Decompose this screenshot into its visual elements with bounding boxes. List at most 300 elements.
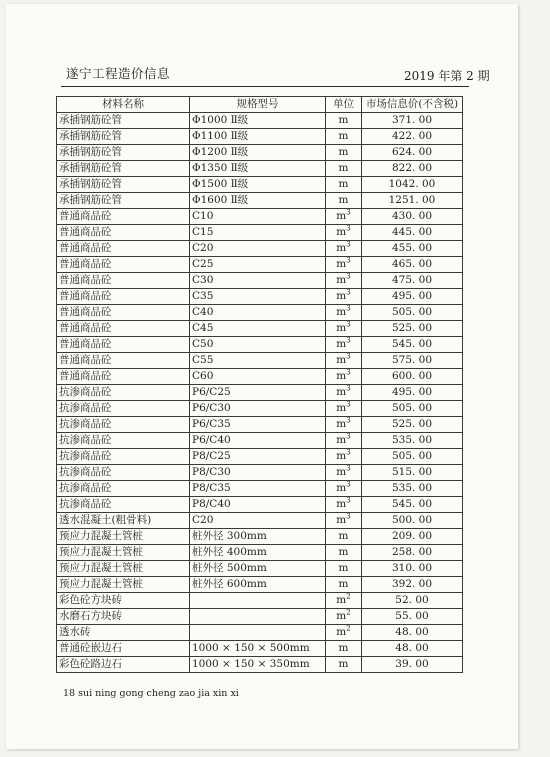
material-name-cell-text: 普通商品砼: [59, 322, 112, 334]
table-row: [57, 305, 463, 321]
table-row: [57, 113, 463, 129]
table-row: [57, 161, 463, 177]
material-name-cell-text: 普通商品砼: [59, 274, 112, 286]
material-name-cell: [57, 529, 190, 545]
price-cell: [362, 449, 463, 465]
unit-cell: [326, 129, 362, 145]
price-cell: [362, 113, 463, 129]
table-row: [57, 417, 463, 433]
unit-cell: [326, 513, 362, 529]
unit-cell-text: m: [336, 354, 347, 366]
material-name-cell: [57, 545, 190, 561]
spec-cell-text: C50: [192, 338, 214, 350]
table-row: [57, 337, 463, 353]
table-row: [57, 401, 463, 417]
table-row: [57, 241, 463, 257]
unit-cell-text: m: [336, 290, 347, 302]
material-name-cell: [57, 161, 190, 177]
table-row: [57, 593, 463, 609]
unit-exponent: 3: [346, 480, 351, 489]
price-cell-text: 575. 00: [391, 354, 433, 366]
unit-cell: [326, 577, 362, 593]
material-name-cell-text: 普通商品砼: [59, 290, 112, 302]
header-divider: [61, 86, 469, 87]
table-row: [57, 529, 463, 545]
unit-cell: [326, 465, 362, 481]
price-cell: [362, 657, 463, 673]
spec-cell: [190, 449, 326, 465]
unit-exponent: 3: [346, 224, 351, 233]
material-name-cell-text: 水磨石方块砖: [59, 610, 122, 622]
unit-exponent: 3: [346, 496, 351, 505]
material-name-cell: [57, 289, 190, 305]
unit-cell-text: m: [336, 418, 347, 430]
material-name-cell: [57, 321, 190, 337]
price-cell-text: 455. 00: [391, 242, 433, 254]
spec-cell: [190, 401, 326, 417]
unit-cell-text: m: [336, 370, 347, 382]
unit-cell-text: m: [338, 146, 349, 158]
material-name-cell-text: 抗渗商品砼: [59, 402, 112, 414]
price-cell-text: 371. 00: [391, 114, 433, 126]
material-name-cell-text: 预应力混凝土管桩: [59, 546, 143, 558]
table-row: [57, 257, 463, 273]
unit-cell: [326, 529, 362, 545]
price-cell-text: 505. 00: [391, 306, 433, 318]
unit-cell: [326, 177, 362, 193]
spec-cell: [190, 529, 326, 545]
unit-exponent: 3: [346, 448, 351, 457]
table-row: [57, 369, 463, 385]
price-cell-text: 475. 00: [391, 274, 433, 286]
spec-cell: [190, 225, 326, 241]
price-cell-text: 310. 00: [391, 562, 433, 574]
table-row: [57, 481, 463, 497]
table-header-row: [57, 97, 463, 113]
spec-cell-text: P8/C40: [192, 498, 231, 510]
spec-cell: [190, 145, 326, 161]
material-name-cell-text: 抗渗商品砼: [59, 482, 112, 494]
material-name-cell-text: 普通商品砼: [59, 210, 112, 222]
spec-cell-text: 1000 × 150 × 500mm: [192, 642, 310, 654]
unit-exponent: 3: [346, 320, 351, 329]
price-cell: [362, 401, 463, 417]
spec-cell: [190, 369, 326, 385]
column-header-spec: 规格型号: [190, 97, 326, 113]
price-cell-text: 1251. 00: [388, 194, 436, 206]
table-row: [57, 513, 463, 529]
price-cell: [362, 161, 463, 177]
price-cell-text: 422. 00: [391, 130, 433, 142]
spec-cell: [190, 465, 326, 481]
spec-cell-text: Φ1600 Ⅱ级: [192, 194, 249, 206]
material-name-cell-text: 承插钢筋砼管: [59, 194, 122, 206]
spec-cell-text: 桩外径 300mm: [192, 530, 267, 542]
spec-cell-text: C10: [192, 210, 214, 222]
material-name-cell: [57, 465, 190, 481]
spec-cell-text: 1000 × 150 × 350mm: [192, 658, 310, 670]
unit-cell: [326, 193, 362, 209]
unit-cell-text: m: [338, 194, 349, 206]
spec-cell-text: C60: [192, 370, 214, 382]
material-name-cell: [57, 305, 190, 321]
table-row: [57, 465, 463, 481]
unit-exponent: 2: [346, 624, 351, 633]
unit-cell-text: m: [336, 338, 347, 350]
spec-cell-text: Φ1000 Ⅱ级: [192, 114, 249, 126]
unit-cell-text: m: [338, 562, 349, 574]
table-row: [57, 609, 463, 625]
unit-exponent: 3: [346, 272, 351, 281]
unit-cell-text: m: [336, 610, 347, 622]
spec-cell: [190, 561, 326, 577]
table-row: [57, 433, 463, 449]
table-row: [57, 497, 463, 513]
spec-cell-text: P6/C35: [192, 418, 231, 430]
unit-cell: [326, 305, 362, 321]
spec-cell: [190, 641, 326, 657]
spec-cell-text: C40: [192, 306, 214, 318]
spec-cell: [190, 593, 326, 609]
table-row: [57, 625, 463, 641]
issue-number: 2019 年第 2 期: [404, 69, 490, 83]
material-name-cell-text: 普通商品砼: [59, 338, 112, 350]
unit-exponent: 2: [346, 608, 351, 617]
price-cell-text: 392. 00: [391, 578, 433, 590]
spec-cell-text: C45: [192, 322, 214, 334]
table-row: [57, 273, 463, 289]
table-row: [57, 561, 463, 577]
spec-cell: [190, 353, 326, 369]
price-cell: [362, 193, 463, 209]
table-row: [57, 545, 463, 561]
spec-cell-text: C20: [192, 514, 214, 526]
material-name-cell-text: 普通商品砼: [59, 258, 112, 270]
price-cell: [362, 417, 463, 433]
page-footer: 18 sui ning gong cheng zao jia xin xi: [63, 688, 239, 699]
spec-cell: [190, 289, 326, 305]
unit-cell: [326, 273, 362, 289]
price-cell: [362, 273, 463, 289]
spec-cell-text: 桩外径 600mm: [192, 578, 267, 590]
unit-exponent: 3: [346, 416, 351, 425]
unit-cell-text: m: [336, 210, 347, 222]
price-cell: [362, 625, 463, 641]
spec-cell: [190, 481, 326, 497]
spec-cell-text: P8/C30: [192, 466, 231, 478]
material-name-cell-text: 抗渗商品砼: [59, 418, 112, 430]
material-name-cell-text: 抗渗商品砼: [59, 450, 112, 462]
table-row: [57, 129, 463, 145]
unit-cell-text: m: [336, 258, 347, 270]
spec-cell: [190, 625, 326, 641]
material-name-cell: [57, 241, 190, 257]
spec-cell-text: 桩外径 500mm: [192, 562, 267, 574]
material-name-cell: [57, 353, 190, 369]
material-name-cell-text: 承插钢筋砼管: [59, 146, 122, 158]
price-cell: [362, 289, 463, 305]
unit-cell-text: m: [336, 498, 347, 510]
unit-exponent: 3: [346, 208, 351, 217]
price-cell-text: 535. 00: [391, 434, 433, 446]
price-cell: [362, 129, 463, 145]
price-cell: [362, 353, 463, 369]
unit-cell: [326, 609, 362, 625]
material-name-cell: [57, 609, 190, 625]
unit-cell-text: m: [338, 546, 349, 558]
spec-cell: [190, 513, 326, 529]
material-name-cell: [57, 177, 190, 193]
price-cell-text: 500. 00: [391, 514, 433, 526]
unit-cell-text: m: [336, 594, 347, 606]
material-name-cell: [57, 417, 190, 433]
price-cell: [362, 593, 463, 609]
spec-cell-text: P8/C25: [192, 450, 231, 462]
unit-cell-text: m: [338, 578, 349, 590]
price-cell: [362, 321, 463, 337]
price-cell-text: 822. 00: [391, 162, 433, 174]
unit-cell-text: m: [336, 626, 347, 638]
unit-cell: [326, 449, 362, 465]
price-cell: [362, 385, 463, 401]
material-name-cell-text: 彩色砼方块砖: [59, 594, 122, 606]
table-row: [57, 353, 463, 369]
spec-cell-text: C30: [192, 274, 214, 286]
material-name-cell-text: 预应力混凝土管桩: [59, 562, 143, 574]
material-name-cell-text: 承插钢筋砼管: [59, 130, 122, 142]
unit-exponent: 3: [346, 384, 351, 393]
price-cell: [362, 225, 463, 241]
unit-exponent: 3: [346, 304, 351, 313]
column-header-unit: 单位: [326, 97, 362, 113]
material-name-cell: [57, 657, 190, 673]
unit-cell-text: m: [338, 114, 349, 126]
price-cell-text: 55. 00: [395, 610, 429, 622]
material-name-cell-text: 抗渗商品砼: [59, 466, 112, 478]
spec-cell: [190, 209, 326, 225]
unit-cell: [326, 641, 362, 657]
unit-cell: [326, 657, 362, 673]
price-cell-text: 495. 00: [391, 290, 433, 302]
material-name-cell-text: 普通商品砼: [59, 226, 112, 238]
unit-cell-text: m: [336, 514, 347, 526]
unit-cell-text: m: [336, 466, 347, 478]
material-name-cell: [57, 513, 190, 529]
price-cell-text: 535. 00: [391, 482, 433, 494]
material-name-cell: [57, 193, 190, 209]
price-cell: [362, 609, 463, 625]
material-name-cell-text: 透水砖: [59, 626, 91, 638]
price-cell: [362, 257, 463, 273]
spec-cell-text: P8/C35: [192, 482, 231, 494]
material-price-table: [56, 96, 463, 673]
material-name-cell-text: 承插钢筋砼管: [59, 162, 122, 174]
spec-cell: [190, 337, 326, 353]
unit-exponent: 3: [346, 464, 351, 473]
spec-cell-text: C20: [192, 242, 214, 254]
price-cell-text: 465. 00: [391, 258, 433, 270]
material-name-cell: [57, 225, 190, 241]
spec-cell: [190, 609, 326, 625]
price-cell-text: 445. 00: [391, 226, 433, 238]
price-cell-text: 505. 00: [391, 402, 433, 414]
material-name-cell: [57, 209, 190, 225]
material-name-cell: [57, 497, 190, 513]
price-cell-text: 505. 00: [391, 450, 433, 462]
material-name-cell: [57, 385, 190, 401]
table-row: [57, 209, 463, 225]
price-cell: [362, 641, 463, 657]
price-cell-text: 545. 00: [391, 338, 433, 350]
spec-cell: [190, 321, 326, 337]
material-name-cell: [57, 145, 190, 161]
spec-cell: [190, 305, 326, 321]
price-cell: [362, 305, 463, 321]
unit-cell: [326, 497, 362, 513]
table-row: [57, 657, 463, 673]
unit-cell: [326, 593, 362, 609]
spec-cell: [190, 657, 326, 673]
table-row: [57, 641, 463, 657]
spec-cell-text: C25: [192, 258, 214, 270]
material-name-cell-text: 透水混凝土(粗骨料): [59, 514, 152, 526]
spec-cell-text: Φ1350 Ⅱ级: [192, 162, 249, 174]
price-cell-text: 1042. 00: [388, 178, 436, 190]
price-cell: [362, 337, 463, 353]
spec-cell-text: C35: [192, 290, 214, 302]
material-name-cell-text: 普通商品砼: [59, 370, 112, 382]
unit-cell-text: m: [336, 242, 347, 254]
unit-cell: [326, 481, 362, 497]
unit-cell-text: m: [338, 162, 349, 174]
unit-exponent: 3: [346, 336, 351, 345]
material-name-cell: [57, 337, 190, 353]
spec-cell: [190, 385, 326, 401]
unit-exponent: 3: [346, 432, 351, 441]
unit-cell: [326, 417, 362, 433]
table-row: [57, 145, 463, 161]
unit-cell-text: m: [336, 226, 347, 238]
price-cell: [362, 241, 463, 257]
unit-cell-text: m: [336, 386, 347, 398]
unit-cell: [326, 209, 362, 225]
price-cell-text: 624. 00: [391, 146, 433, 158]
unit-cell: [326, 369, 362, 385]
price-cell: [362, 545, 463, 561]
price-cell: [362, 369, 463, 385]
spec-cell: [190, 577, 326, 593]
unit-cell-text: m: [338, 178, 349, 190]
price-cell-text: 258. 00: [391, 546, 433, 558]
column-header-price: 市场信息价(不含税): [362, 97, 463, 113]
material-name-cell-text: 承插钢筋砼管: [59, 114, 122, 126]
price-cell-text: 39. 00: [395, 658, 429, 670]
spec-cell-text: Φ1500 Ⅱ级: [192, 178, 249, 190]
price-cell-text: 495. 00: [391, 386, 433, 398]
unit-cell: [326, 241, 362, 257]
unit-cell-text: m: [338, 130, 349, 142]
material-name-cell: [57, 433, 190, 449]
material-name-cell: [57, 369, 190, 385]
material-name-cell-text: 抗渗商品砼: [59, 434, 112, 446]
price-cell-text: 209. 00: [391, 530, 433, 542]
material-name-cell-text: 普通商品砼: [59, 306, 112, 318]
material-name-cell: [57, 401, 190, 417]
table-row: [57, 577, 463, 593]
unit-cell: [326, 225, 362, 241]
material-name-cell-text: 彩色砼路边石: [59, 658, 122, 670]
unit-cell-text: m: [336, 450, 347, 462]
spec-cell-text: 桩外径 400mm: [192, 546, 267, 558]
price-cell-text: 52. 00: [395, 594, 429, 606]
spec-cell-text: C15: [192, 226, 214, 238]
material-name-cell: [57, 449, 190, 465]
unit-exponent: 3: [346, 288, 351, 297]
price-cell-text: 525. 00: [391, 322, 433, 334]
unit-cell-text: m: [336, 322, 347, 334]
price-cell: [362, 433, 463, 449]
unit-cell-text: m: [338, 642, 349, 654]
price-cell-text: 600. 00: [391, 370, 433, 382]
price-cell: [362, 513, 463, 529]
spec-cell: [190, 241, 326, 257]
material-name-cell: [57, 257, 190, 273]
material-name-cell-text: 预应力混凝土管桩: [59, 578, 143, 590]
table-row: [57, 177, 463, 193]
price-cell-text: 525. 00: [391, 418, 433, 430]
price-cell: [362, 481, 463, 497]
unit-cell: [326, 321, 362, 337]
unit-cell: [326, 561, 362, 577]
material-name-cell-text: 普通砼嵌边石: [59, 642, 122, 654]
spec-cell: [190, 177, 326, 193]
price-cell-text: 545. 00: [391, 498, 433, 510]
price-cell: [362, 529, 463, 545]
material-name-cell: [57, 273, 190, 289]
table-row: [57, 321, 463, 337]
unit-cell: [326, 257, 362, 273]
unit-cell-text: m: [338, 530, 349, 542]
spec-cell-text: C55: [192, 354, 214, 366]
material-name-cell: [57, 625, 190, 641]
unit-cell: [326, 337, 362, 353]
unit-cell: [326, 289, 362, 305]
table-row: [57, 385, 463, 401]
material-name-cell: [57, 561, 190, 577]
unit-cell-text: m: [336, 434, 347, 446]
table-row: [57, 193, 463, 209]
unit-cell: [326, 113, 362, 129]
price-cell-text: 48. 00: [395, 626, 429, 638]
price-cell-text: 515. 00: [391, 466, 433, 478]
unit-exponent: 3: [346, 400, 351, 409]
material-name-cell: [57, 129, 190, 145]
material-name-cell: [57, 481, 190, 497]
unit-exponent: 3: [346, 240, 351, 249]
unit-cell: [326, 145, 362, 161]
spec-cell: [190, 417, 326, 433]
unit-cell: [326, 161, 362, 177]
unit-exponent: 3: [346, 368, 351, 377]
material-name-cell-text: 抗渗商品砼: [59, 498, 112, 510]
spec-cell: [190, 497, 326, 513]
material-name-cell-text: 预应力混凝土管桩: [59, 530, 143, 542]
unit-cell: [326, 545, 362, 561]
spec-cell: [190, 433, 326, 449]
unit-cell-text: m: [338, 658, 349, 670]
price-cell: [362, 209, 463, 225]
spec-cell-text: P6/C40: [192, 434, 231, 446]
